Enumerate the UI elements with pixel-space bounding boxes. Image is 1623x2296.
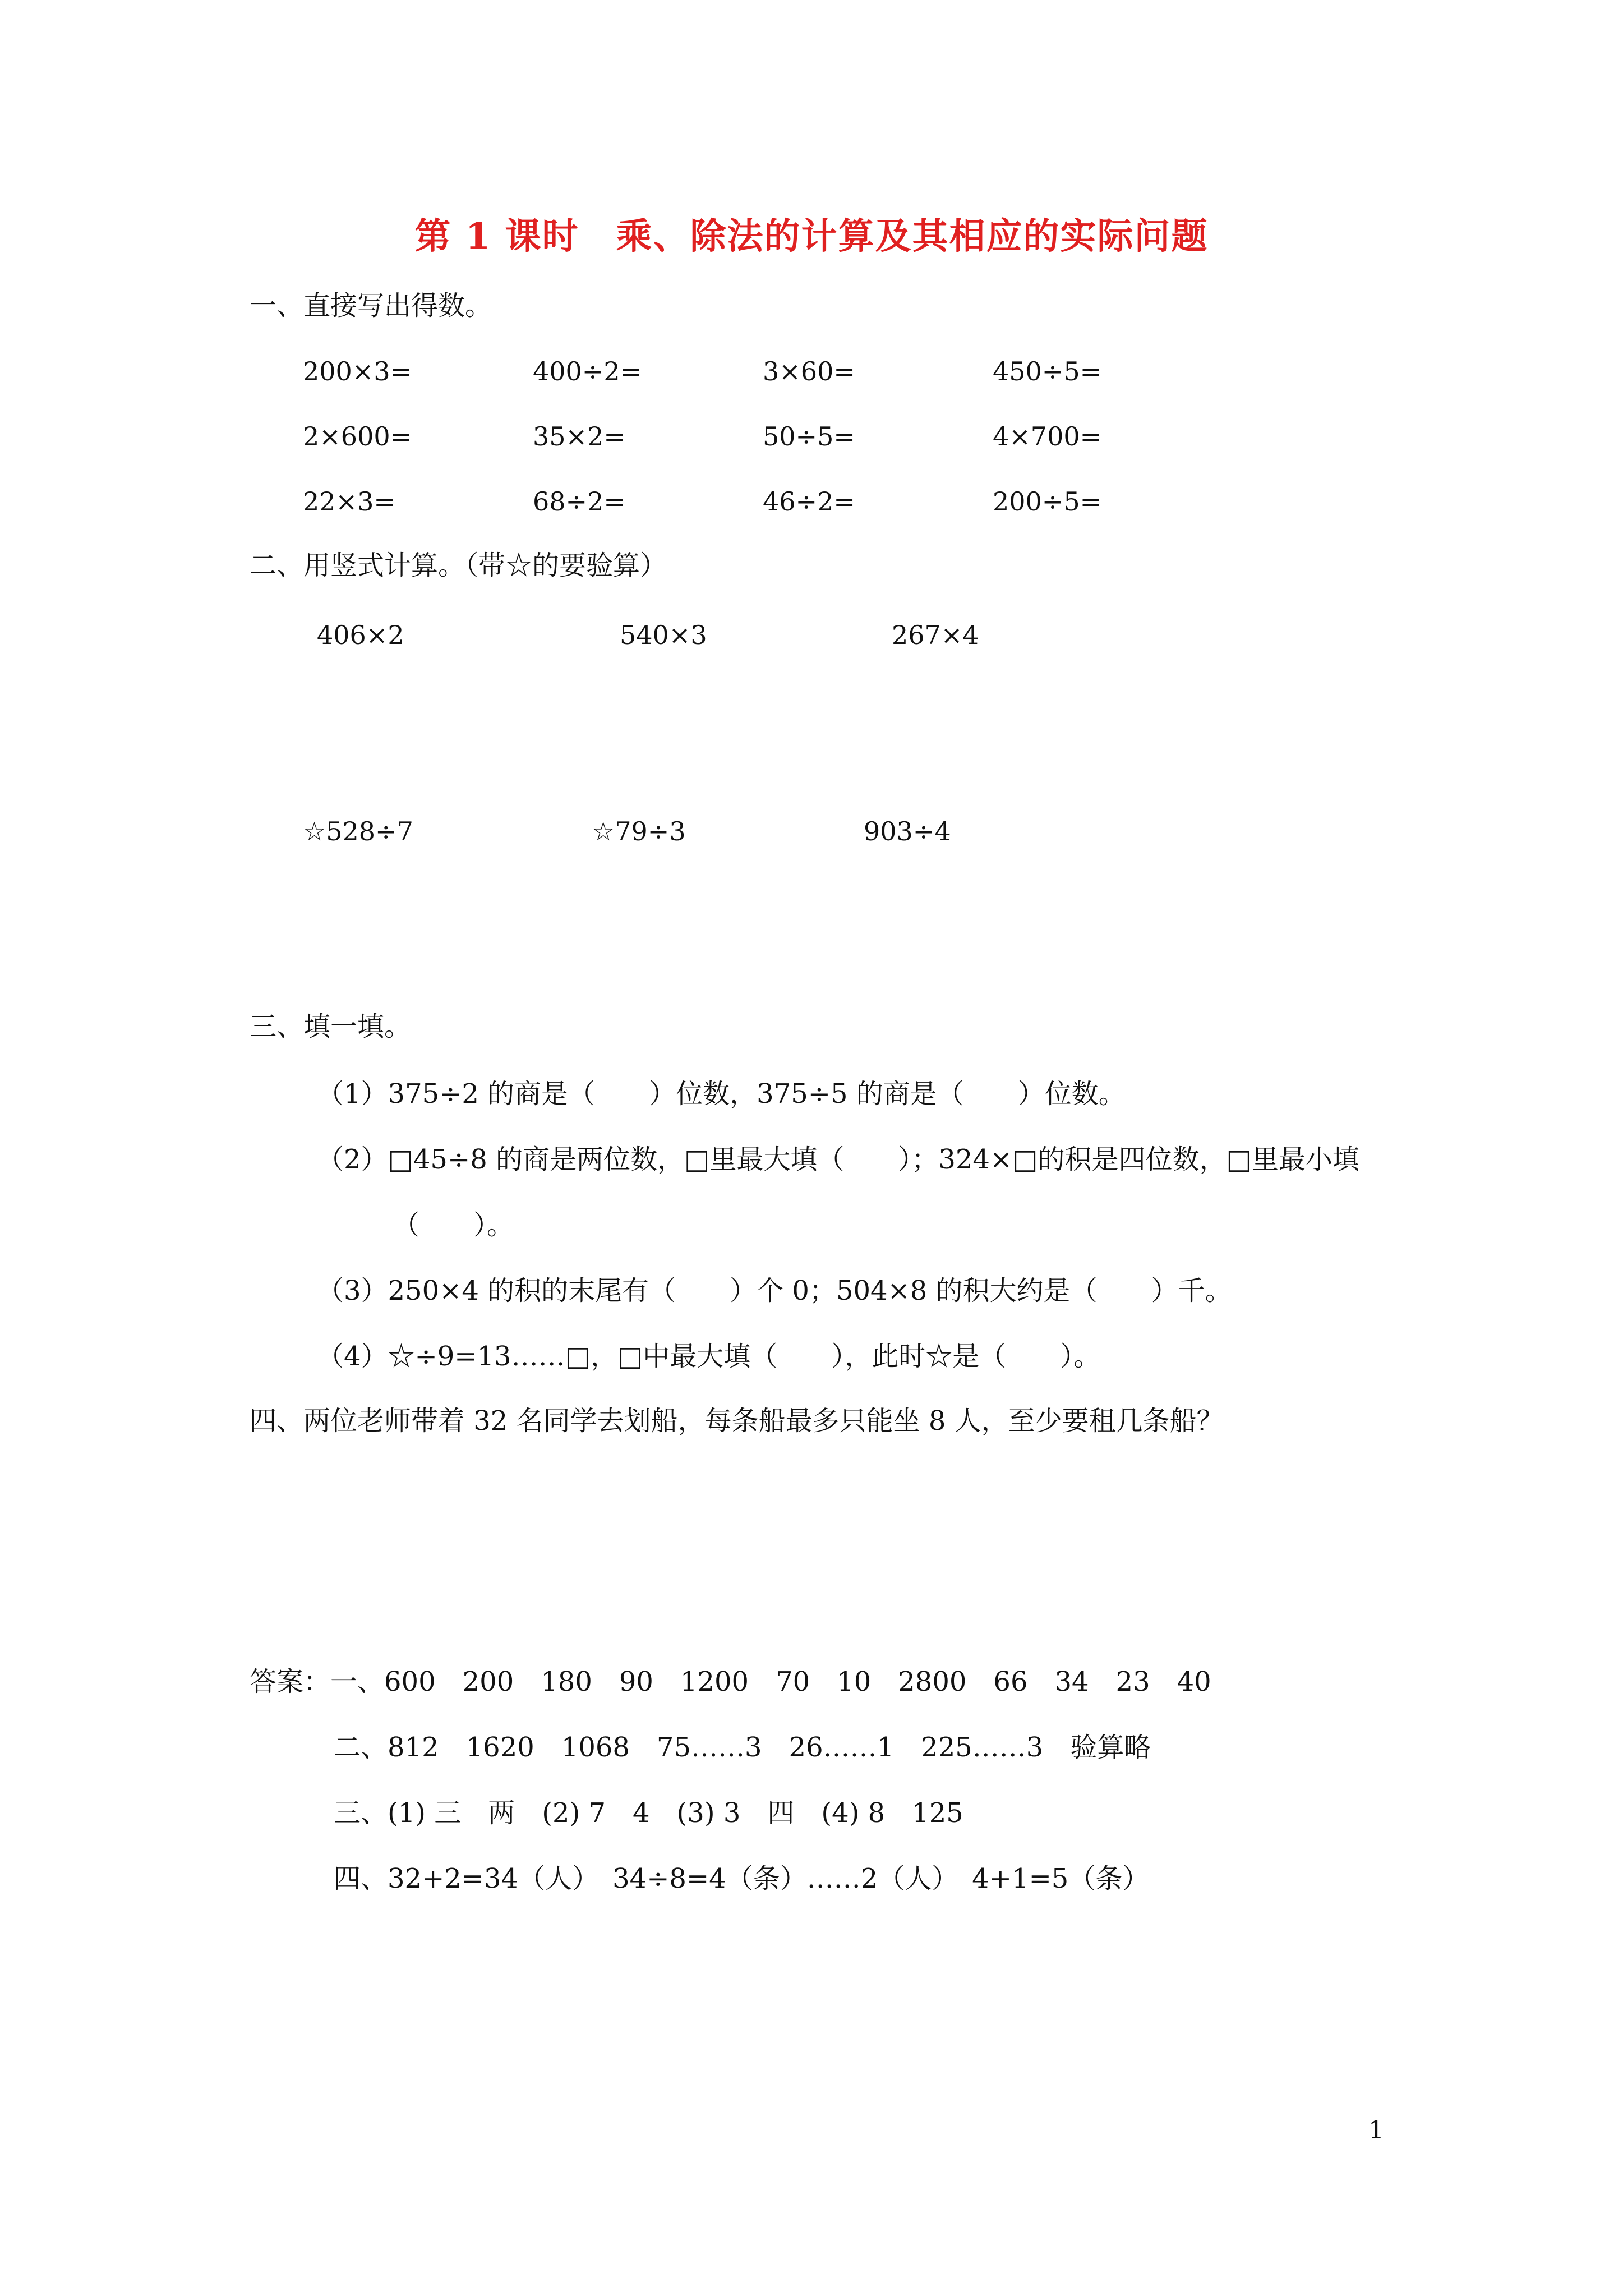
vertical-calc-item: ☆528÷7	[303, 816, 413, 846]
vertical-calc-item: 903÷4	[864, 816, 951, 846]
oral-calc-item: 50÷5=	[763, 421, 855, 452]
oral-calc-item: 46÷2=	[763, 486, 855, 517]
fill-item-1: （1）375÷2 的商是（ ）位数，375÷5 的商是（ ）位数。	[317, 1078, 1126, 1110]
section-2-heading: 二、用竖式计算。（带☆的要验算）	[250, 550, 667, 581]
oral-calc-item: 4×700=	[993, 421, 1102, 452]
answer-line-1: 答案：一、600 200 180 90 1200 70 10 2800 66 34 23 40	[250, 1666, 1211, 1697]
oral-calc-item: 22×3=	[303, 486, 395, 517]
section-1-heading: 一、直接写出得数。	[250, 290, 492, 321]
answer-line-3: 三、(1) 三 两 (2) 7 4 (3) 3 四 (4) 8 125	[334, 1797, 963, 1829]
answer-line-4: 四、32+2=34（人） 34÷8=4（条）……2（人） 4+1=5（条）	[334, 1863, 1150, 1894]
oral-calc-item: 68÷2=	[533, 486, 625, 517]
oral-calc-item: 400÷2=	[533, 356, 642, 386]
fill-item-2: （2）□45÷8 的商是两位数，□里最大填（ ）；324×□的积是四位数，□里最小填	[317, 1144, 1359, 1175]
oral-calc-item: 200×3=	[303, 356, 412, 386]
oral-calc-item: 200÷5=	[993, 486, 1102, 517]
page-title: 第 1 课时 乘、除法的计算及其相应的实际问题	[414, 215, 1209, 257]
oral-calc-item: 2×600=	[303, 421, 412, 452]
fill-item-3: （3）250×4 的积的末尾有（ ）个 0；504×8 的积大约是（ ）千。	[317, 1275, 1232, 1306]
section-4-word-problem: 四、两位老师带着 32 名同学去划船，每条船最多只能坐 8 人，至少要租几条船？	[250, 1405, 1224, 1437]
page-number: 1	[1368, 2116, 1384, 2145]
oral-calc-item: 3×60=	[763, 356, 855, 386]
oral-calc-item: 35×2=	[533, 421, 625, 452]
oral-calc-item: 450÷5=	[993, 356, 1102, 386]
fill-item-4: （4）☆÷9=13……□，□中最大填（ ），此时☆是（ ）。	[317, 1341, 1101, 1372]
vertical-calc-item: ☆79÷3	[592, 816, 686, 846]
answer-line-2: 二、812 1620 1068 75……3 26……1 225……3 验算略	[334, 1732, 1151, 1763]
section-3-heading: 三、填一填。	[250, 1011, 412, 1042]
vertical-calc-item: 540×3	[620, 620, 707, 650]
vertical-calc-item: 406×2	[317, 620, 404, 650]
fill-item-2-continued: （ ）。	[393, 1209, 514, 1241]
vertical-calc-item: 267×4	[892, 620, 979, 650]
